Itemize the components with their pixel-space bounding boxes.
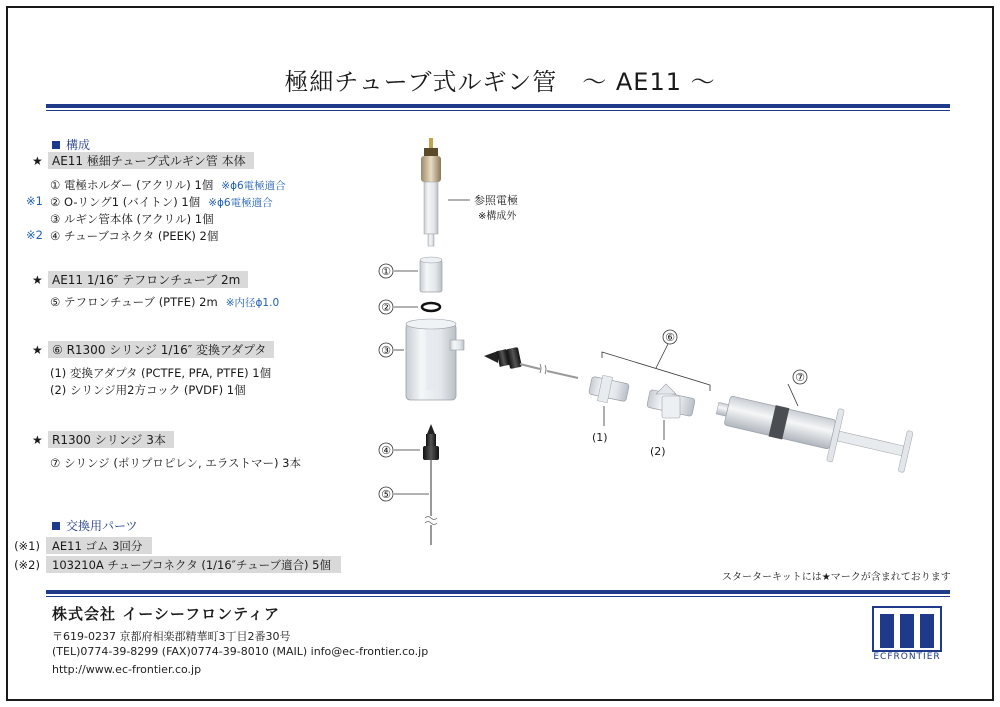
star-icon: ★ xyxy=(32,272,43,287)
parts-heading-text: 交換用パーツ xyxy=(66,519,138,533)
two-way-cock xyxy=(647,384,696,418)
reference-electrode-label: 参照電極 xyxy=(474,194,518,207)
callout-1: ① xyxy=(381,265,391,278)
logo-text: ECFRONTIER xyxy=(873,652,941,662)
electrode-holder xyxy=(420,257,442,292)
teflon-tube xyxy=(425,460,437,545)
company-url: http://www.ec-frontier.co.jp xyxy=(52,663,202,676)
callout-4: ④ xyxy=(381,444,391,457)
conversion-adapter xyxy=(589,375,630,403)
group-label: ⑥ R1300 シリンジ 1/16″ 変換アダプタ xyxy=(48,341,274,358)
star-icon: ★ xyxy=(32,432,43,447)
tube-connector xyxy=(423,424,439,460)
parts-ref: (※1) xyxy=(14,538,40,553)
item-note: ※ϕ6電極適合 xyxy=(208,197,273,209)
reference-electrode-note: ※構成外 xyxy=(478,211,517,222)
group-label: AE11 1/16″ テフロンチューブ 2m xyxy=(48,271,248,288)
parts-label: 103210A チューブコネクタ (1/16″チューブ適合) 5個 xyxy=(46,556,341,573)
syringe xyxy=(711,382,914,479)
callout-2: ② xyxy=(381,301,391,314)
star-icon: ★ xyxy=(32,153,43,168)
item-note: ※内径ϕ1.0 xyxy=(225,297,280,309)
item-text: ④ チューブコネクタ (PEEK) 2個 xyxy=(50,229,219,243)
item-text: ⑤ テフロンチューブ (PTFE) 2m xyxy=(50,295,218,309)
callout-3: ③ xyxy=(381,344,391,357)
sub-label-1: (1) xyxy=(592,431,608,444)
footnote-mark: ※2 xyxy=(26,228,43,242)
star-icon: ★ xyxy=(32,342,43,357)
luggin-body xyxy=(406,319,464,400)
leader-line xyxy=(788,384,798,406)
composition-heading-text: 構成 xyxy=(66,138,91,152)
item-note: ※ϕ6電極適合 xyxy=(221,180,286,192)
horizontal-connector xyxy=(484,347,522,369)
parts-ref: (※2) xyxy=(14,557,40,572)
item-text: ② O-リング1 (バイトン) 1個 xyxy=(50,195,201,209)
page-title: 極細チューブ式ルギン管 ～ AE11 ～ xyxy=(284,68,716,96)
horizontal-tube xyxy=(520,364,578,378)
starter-kit-note: スターターキットには★マークが含まれております xyxy=(722,572,951,583)
footnote-mark: ※1 xyxy=(26,194,43,208)
item-text: (2) シリンジ用2方コック (PVDF) 1個 xyxy=(50,383,246,397)
callout-5: ⑤ xyxy=(381,488,391,501)
leader-line xyxy=(656,344,668,368)
item-text: ⑦ シリンジ (ポリプロピレン, エラストマー) 3本 xyxy=(50,456,301,470)
item-text: ③ ルギン管本体 (アクリル) 1個 xyxy=(50,212,214,226)
parts-label: AE11 ゴム 3回分 xyxy=(46,537,152,554)
o-ring xyxy=(422,303,440,311)
company-contact: (TEL)0774-39-8299 (FAX)0774-39-8010 (MAIL) info@ec-frontier.co.jp xyxy=(52,645,429,658)
item-text: ① 電極ホルダー (アクリル) 1個 xyxy=(50,178,214,192)
sub-label-2: (2) xyxy=(650,445,666,458)
callout-6: ⑥ xyxy=(665,331,675,344)
item-text: (1) 変換アダプタ (PCTFE, PFA, PTFE) 1個 xyxy=(50,366,272,380)
company-name: 株式会社 イーシーフロンティア xyxy=(52,605,280,623)
company-address: 〒619-0237 京都府相楽郡精華町3丁目2番30号 xyxy=(52,630,291,643)
callout-7: ⑦ xyxy=(795,371,805,384)
group-label: R1300 シリンジ 3本 xyxy=(48,431,174,448)
reference-electrode xyxy=(421,138,441,246)
group-label: AE11 極細チューブ式ルギン管 本体 xyxy=(48,152,254,169)
